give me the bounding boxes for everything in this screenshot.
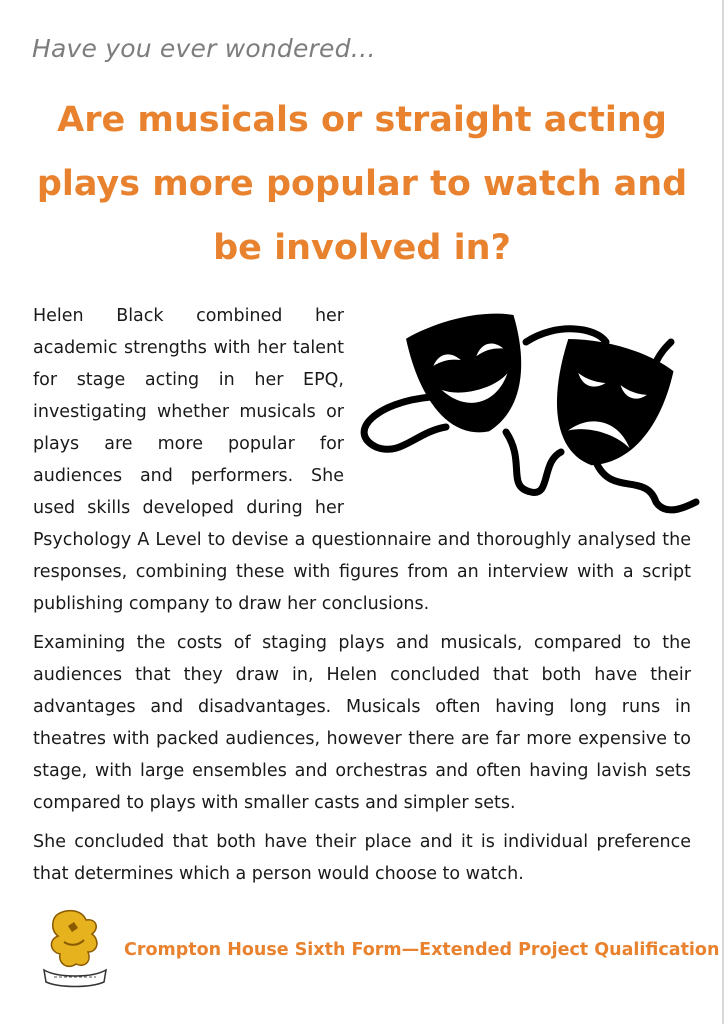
page-title: Are musicals or straight acting plays more popular to watch and be involved in? (36, 100, 688, 268)
article-paragraph-3: She concluded that both have their place and it is individual preference that determines which a person would choose to watch. (33, 832, 691, 884)
kicker-text: Have you ever wondered… (32, 34, 376, 63)
article-paragraph-1: Helen Black combined her academic strengths with her talent for stage acting in her EPQ, investigating whether musicals or plays are more popular for audiences and performers. She used skills developed during her Psychology A Level to devise a questionnaire and thoroughly analysed the responses, combining these with figures from an interview with a script publishing company to draw her conclusions. (33, 306, 691, 614)
lion-crest-icon (38, 906, 112, 992)
article-body (33, 300, 691, 897)
article-paragraph-2: Examining the costs of staging plays and musicals, compared to the audiences that they draw in, Helen concluded that both have their advantages and disadvantages. Musicals often having long runs in theatres with packed audiences, however there are far more expensive to stage, with large ensembles and orchestras and often having lavish sets compared to plays with smaller casts and simpler sets. (33, 633, 691, 813)
footer-text: Crompton House Sixth Form—Extended Project Qualification (124, 940, 720, 960)
theatre-masks-icon (356, 302, 701, 522)
